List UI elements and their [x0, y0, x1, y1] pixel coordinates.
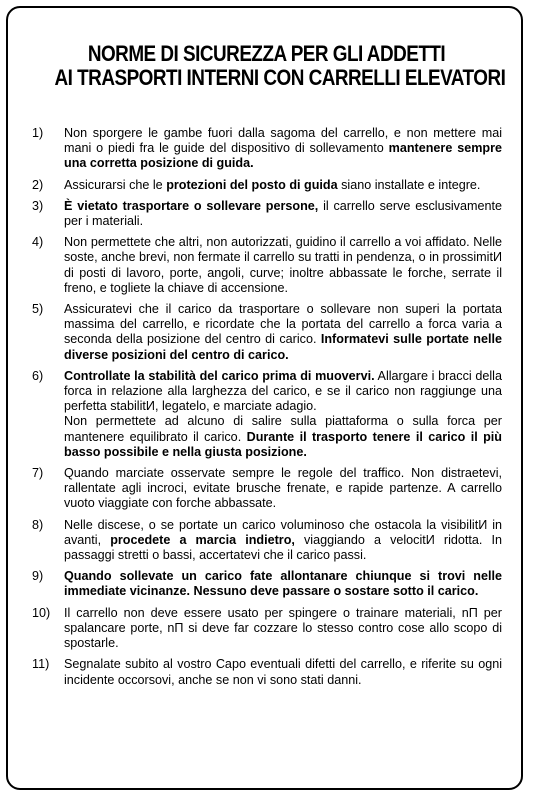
rule-text: [64, 178, 502, 193]
rule-text: [64, 657, 502, 687]
rule-text-segment: Assicurarsi che le: [64, 177, 167, 192]
rule-item: [32, 518, 502, 564]
rule-number: 6): [32, 368, 44, 383]
rule-item: [32, 569, 502, 599]
rule-text-segment: viaggiando a velocitИ ridotta. In passaggi stretti o bassi, accertatevi che il carico passi.: [64, 532, 502, 563]
rule-text: [64, 302, 502, 363]
rule-item: [32, 126, 502, 172]
rule-text-segment: Nelle discese, o se portate un carico voluminoso che ostacola la visibilitИ in avanti,: [64, 517, 502, 547]
rule-number: 10): [32, 605, 51, 620]
rule-text-segment: Il carrello non deve essere usato per spingere o trainare materiali, nП per spalancare porte, nП si deve far cozzare lo stesso contro cose allo scopo di spostarle.: [64, 605, 502, 651]
rule-text-bold: Controllate la stabilità del carico prima di muovervi.: [64, 368, 375, 383]
rule-text-segment: Quando marciate osservate sempre le regole del traffico. Non distraetevi, rallentate agli incroci, evitate brusche frenate, e rapide partenze. A carrello vuoto viaggiate con forche abbassate.: [64, 466, 502, 511]
rule-text-bold: mantenere sempre una corretta posizione di guida.: [64, 141, 503, 171]
rule-text-bold: Quando sollevate un carico fate allontanare chiunque si trovi nelle immediate vicinanze. Nessuno deve passare o sostare sotto il carico.: [64, 569, 502, 599]
rule-item: [32, 466, 502, 512]
rule-text-bold: Informatevi sulle portate nelle diverse posizioni del centro di carico.: [64, 332, 502, 362]
rule-number: 11): [32, 657, 50, 672]
rule-text-bold: Durante il trasporto tenere il carico il più basso possibile e nella giusta posizione.: [64, 429, 502, 459]
rule-item: [32, 302, 502, 363]
title-line-2: AI TRASPORTI INTERNI CON CARRELLI ELEVATORI: [54, 65, 506, 90]
rule-item: [32, 199, 502, 229]
rule-item: [32, 606, 502, 652]
rule-number: 4): [32, 235, 44, 250]
rule-text: [64, 369, 502, 460]
sign-title: [54, 41, 506, 90]
rule-text-segment: Non sporgere le gambe fuori dalla sagoma del carrello, e non mettere mai mani o piedi fra le guide del dispositivo di sollevamento: [64, 126, 502, 156]
rule-number: 2): [32, 177, 44, 192]
rule-number: 5): [32, 302, 44, 317]
rule-number: 1): [32, 126, 44, 140]
rule-text-bold: procedete a marcia indietro,: [110, 532, 295, 547]
rule-item: [32, 178, 502, 193]
rule-text: [64, 569, 502, 599]
rule-number: 3): [32, 198, 44, 213]
rules-list: [32, 126, 502, 694]
rule-number: 7): [32, 466, 44, 481]
rule-text-segment: Segnalate subito al vostro Capo eventuali difetti del carrello, e riferite su ogni incidente occorsovi, anche se non vi sono stati danni.: [64, 657, 502, 687]
rule-text-segment: Non permettete che altri, non autorizzati, guidino il carrello a voi affidato. Nelle soste, anche brevi, non fermate il carrello su tratti in pendenza, o in prossimitИ di posti di lavoro, porte, angoli, curve; inoltre abbassate le forche, serrate il freno, e togliete la chiave di accensione.: [64, 235, 502, 295]
rule-number: 9): [32, 569, 44, 584]
rule-text: [64, 235, 502, 296]
rule-text: [64, 466, 502, 512]
rule-text-bold: È vietato trasportare o sollevare persone,: [64, 198, 319, 213]
rule-text: [64, 606, 502, 652]
rule-item: [32, 657, 502, 687]
rule-text-segment: Assicuratevi che il carico da trasportare o sollevare non superi la portata massima del carrello, e ricordate che la portata del carrello a forca varia a seconda della posizione del centro di carico.: [64, 302, 502, 347]
rule-text-segment: Allargare i bracci della forca in relazione alla larghezza del carico, e se il carico non raggiunge una perfetta stabilitИ, legatelo, e marciate adagio.: [64, 368, 502, 414]
title-line-1: NORME DI SICUREZZA PER GLI ADDETTI: [87, 41, 446, 66]
rule-text: [64, 126, 502, 172]
rule-text-segment: siano installate e integre.: [337, 177, 481, 192]
rule-item: [32, 369, 502, 460]
rule-text: [64, 518, 502, 564]
rule-text-segment: il carrello serve esclusivamente per i materiali.: [64, 198, 502, 229]
rule-item: [32, 235, 502, 296]
rule-text-segment: Non permettete ad alcuno di salire sulla piattaforma o sulla forca per mantenere equilibrato il carico.: [64, 414, 502, 444]
rule-text: [64, 199, 502, 229]
rule-text-bold: protezioni del posto di guida: [166, 177, 338, 192]
rule-number: 8): [32, 517, 44, 532]
